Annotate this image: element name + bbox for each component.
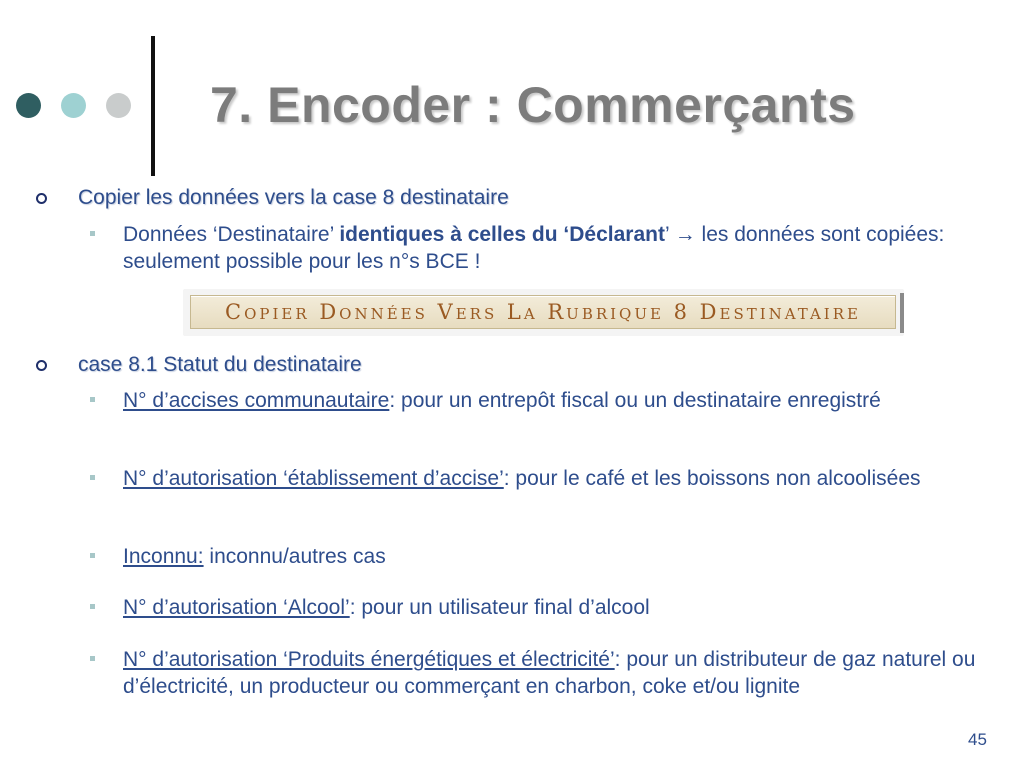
section1-item-text: [123, 221, 1015, 275]
decorative-dots: [16, 93, 136, 121]
status-term: N° d’autorisation ‘Produits énergétiques et électricité’: [123, 648, 615, 671]
dark-teal-dot: [16, 93, 41, 118]
section1-item: [90, 221, 1015, 275]
status-desc: inconnu/autres cas: [203, 545, 386, 568]
square-bullet-icon: [90, 397, 95, 402]
status-term: N° d’autorisation ‘Alcool’: [123, 596, 350, 619]
status-item: [90, 465, 1015, 492]
status-item-text: [123, 387, 1015, 414]
slide-title: 7. Encoder : Commerçants: [210, 77, 856, 133]
status-desc: : pour le café et les boissons non alcoolisées: [503, 467, 921, 490]
status-item-text: [123, 543, 1015, 570]
page-number: 45: [968, 730, 987, 749]
item-text-part: ’: [664, 223, 675, 246]
button-edge-shadow: [900, 293, 904, 333]
section2-heading: case 8.1 Statut du destinataire: [78, 353, 362, 376]
item-text-bold: identiques à celles du ‘Déclarant: [339, 223, 665, 246]
status-item: [90, 387, 1015, 414]
status-desc: : pour un utilisateur final d’alcool: [349, 596, 650, 619]
square-bullet-icon: [90, 604, 95, 609]
status-desc: : pour un entrepôt fiscal ou un destinataire enregistré: [389, 389, 881, 412]
status-term: Inconnu:: [123, 545, 204, 568]
item-text-part: les données sont copiées: seulement possible pour les n°s BCE !: [123, 223, 945, 273]
status-term: N° d’autorisation ‘établissement d’accise’: [123, 467, 504, 490]
copy-data-button[interactable]: Copier Données Vers La Rubrique 8 Destinataire: [190, 295, 896, 329]
status-item: [90, 646, 1015, 700]
square-bullet-icon: [90, 475, 95, 480]
status-item: [90, 543, 1015, 570]
ring-bullet-icon: [36, 360, 47, 371]
copy-data-button-screenshot: [183, 289, 904, 336]
square-bullet-icon: [90, 553, 95, 558]
grey-dot: [106, 93, 131, 118]
right-arrow-icon: →: [674, 223, 696, 246]
light-teal-dot: [61, 93, 86, 118]
section1-heading: Copier les données vers la case 8 destinataire: [78, 186, 509, 209]
status-item-text: [123, 594, 1015, 621]
status-desc: : pour un distributeur de gaz naturel ou d’électricité, un producteur ou commerçant en charbon, coke et/ou lignite: [123, 648, 976, 698]
status-term: N° d’accises communautaire: [123, 389, 390, 412]
title-divider: [151, 36, 155, 176]
ring-bullet-icon: [36, 193, 47, 204]
square-bullet-icon: [90, 656, 95, 661]
status-item-text: [123, 465, 1015, 492]
status-item: [90, 594, 1015, 621]
status-item-text: [123, 646, 1015, 700]
item-text-part: Données ‘Destinataire’: [123, 223, 340, 246]
square-bullet-icon: [90, 231, 95, 236]
